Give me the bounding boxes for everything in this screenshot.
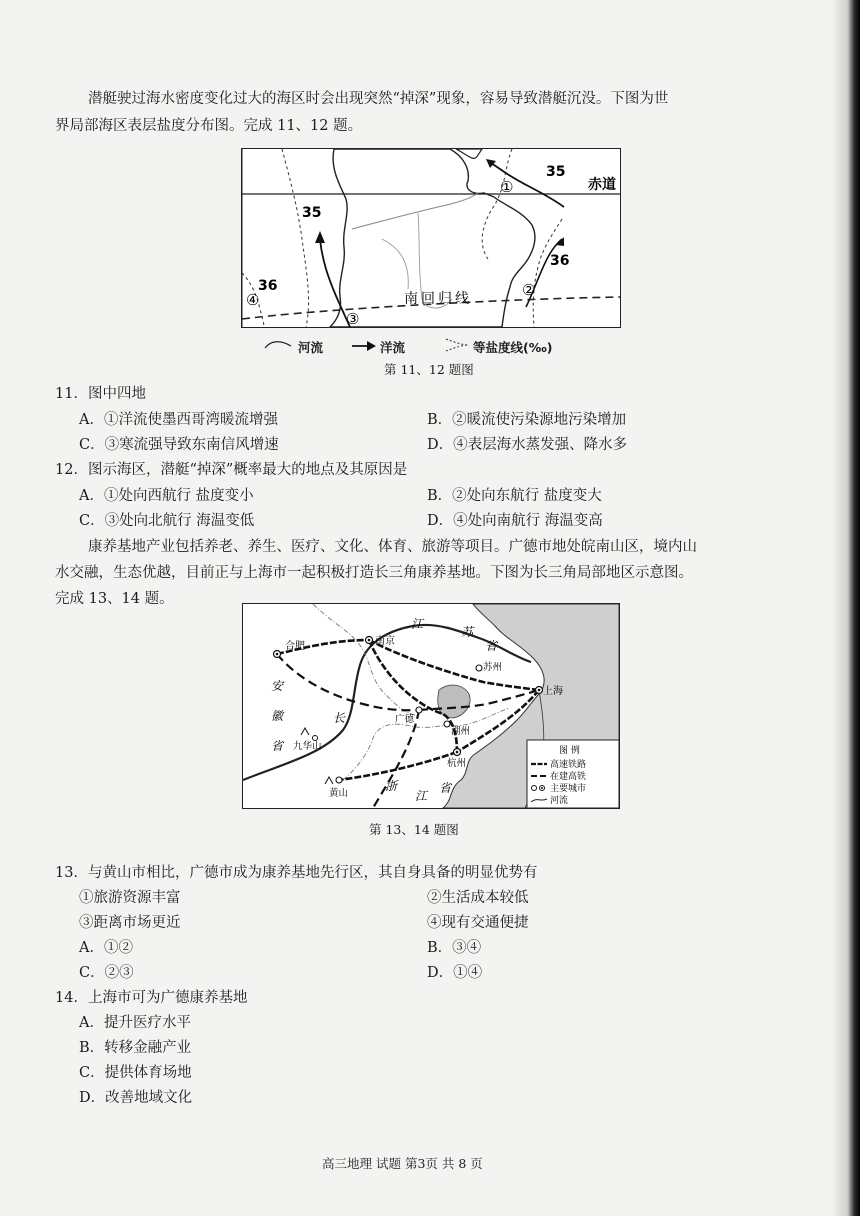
map2-legend-building: 在建高铁 (550, 772, 587, 782)
passage2-line2: 水交融，生态优越，目前正与上海市一起积极打造长三角康养基地。下图为长三角局部地区示意图。 (55, 565, 693, 581)
q11-stem: 11．图中四地 (55, 386, 146, 402)
map2-legend-title: 图 例 (559, 746, 580, 756)
passage1-line2: 界局部海区表层盐度分布图。完成 11、12 题。 (55, 118, 363, 134)
map2-caption: 第 13、14 题图 (369, 822, 459, 837)
page-shadow-edge (832, 0, 860, 1216)
q13-item-3: ③距离市场更近 (79, 915, 181, 931)
lake-taihu (438, 685, 470, 718)
q14-option-c: C．提供体育场地 (79, 1065, 192, 1081)
q13-option-b: B．③④ (427, 940, 482, 956)
q13-item-1: ①旅游资源丰富 (79, 890, 181, 906)
label-chang: 长 (333, 711, 346, 725)
legend-isohaline-symbol (444, 337, 470, 353)
isohaline-35-left (282, 149, 309, 327)
map2-legend (527, 740, 619, 808)
label-36-left: 36 (258, 278, 278, 294)
q11-option-d: D．④表层海水蒸发强、降水多 (427, 437, 628, 453)
legend-current-label: 洋流 (380, 340, 406, 355)
label-huangshan: 黄山 (329, 788, 349, 799)
q14-stem: 14．上海市可为广德康养基地 (55, 990, 248, 1006)
legend-river-label: 河流 (298, 340, 324, 355)
label-35-left: 35 (302, 205, 322, 221)
map2-legend-cities: 主要城市 (550, 784, 587, 794)
salinity-map (241, 148, 621, 328)
label-guangde: 广德 (395, 714, 415, 725)
label-shanghai: 上海 (543, 686, 563, 697)
city-guangde (416, 707, 422, 713)
label-equator: 赤道 (588, 177, 616, 193)
point-4: ④ (246, 291, 260, 309)
point-2: ② (522, 281, 536, 299)
city-huzhou (444, 721, 450, 727)
q12-option-a: A．①处向西航行 盐度变小 (79, 488, 254, 504)
q14-option-b: B．转移金融产业 (79, 1040, 192, 1056)
yangtze-delta-map (242, 603, 620, 809)
q14-option-a: A．提升医疗水平 (79, 1015, 191, 1031)
q11-option-c: C．③寒流强导致东南信风增速 (79, 437, 279, 453)
legend-isohaline-label: 等盐度线(‰) (473, 340, 553, 355)
city-huangshan (336, 777, 342, 783)
q12-option-d: D．④处向南航行 海温变高 (427, 513, 603, 529)
q12-option-c: C．③处向北航行 海温变低 (79, 513, 255, 529)
label-an: 安 (271, 679, 284, 693)
label-tropic: 南回归线 (404, 291, 472, 307)
mountain-jiuhuashan-icon (301, 728, 309, 735)
map2-legend-river: 河流 (550, 796, 569, 806)
label-suzhou: 苏州 (483, 662, 503, 673)
label-hefei: 合肥 (285, 641, 305, 652)
q14-option-d: D．改善地域文化 (79, 1090, 193, 1106)
q11-option-b: B．②暖流使污染源地污染增加 (427, 412, 627, 428)
label-su: 苏 (461, 625, 474, 639)
label-jiang2: 江 (415, 789, 428, 803)
q13-option-c: C．②③ (79, 965, 134, 981)
q13-item-4: ④现有交通便捷 (427, 915, 529, 931)
label-hangzhou: 杭州 (447, 758, 467, 769)
q13-option-d: D．①④ (427, 965, 483, 981)
province-border-ah-js (313, 604, 419, 716)
point-1: ① (500, 178, 514, 196)
q11-option-a: A．①洋流使墨西哥湾暖流增强 (79, 412, 278, 428)
map1-caption: 第 11、12 题图 (384, 362, 474, 377)
mountain-huangshan-icon (325, 777, 333, 784)
point-3: ③ (346, 310, 360, 327)
isohaline-36-right (533, 219, 562, 327)
label-35-top: 35 (546, 164, 566, 180)
passage2-line1: 康养基地产业包括养老、养生、医疗、文化、体育、旅游等项目。广德市地处皖南山区，境内山 (88, 539, 697, 555)
city-suzhou (476, 665, 482, 671)
label-nanjing: 南京 (375, 636, 395, 647)
map2-legend-hsr: 高速铁路 (550, 760, 587, 770)
yangtze-delta-map-svg (243, 604, 619, 808)
label-jiang: 江 (411, 617, 424, 631)
legend-current-symbol (352, 340, 378, 352)
legend-river-symbol (263, 338, 293, 352)
province-border-ah-zj (343, 724, 453, 780)
label-zhe: 浙 (385, 779, 398, 793)
q12-option-b: B．②处向东航行 盐度变大 (427, 488, 602, 504)
label-sheng-zj: 省 (439, 781, 452, 795)
label-hui: 徽 (271, 709, 284, 723)
passage2-line3: 完成 13、14 题。 (55, 591, 174, 607)
salinity-map-svg (242, 149, 620, 327)
city-jiuhuashan (313, 736, 318, 741)
label-36-right: 36 (550, 253, 570, 269)
q13-item-2: ②生活成本较低 (427, 890, 529, 906)
passage1-line1: 潜艇驶过海水密度变化过大的海区时会出现突然“掉深”现象，容易导致潜艇沉没。下图为世 (88, 91, 669, 107)
hsr-nanjing-shanghai (369, 640, 539, 690)
label-sheng-ah: 省 (271, 739, 284, 753)
q13-option-a: A．①② (79, 940, 133, 956)
label-sheng-js: 省 (485, 639, 498, 653)
label-huzhou: 湖州 (451, 726, 471, 737)
page-footer: 高三地理 试题 第3页 共 8 页 (322, 1156, 483, 1171)
q12-stem: 12．图示海区，潜艇“掉深”概率最大的地点及其原因是 (55, 462, 408, 478)
q13-stem: 13．与黄山市相比，广德市成为康养基地先行区，其自身具备的明显优势有 (55, 865, 538, 881)
label-jiuhuashan: 九华山 (293, 741, 322, 752)
